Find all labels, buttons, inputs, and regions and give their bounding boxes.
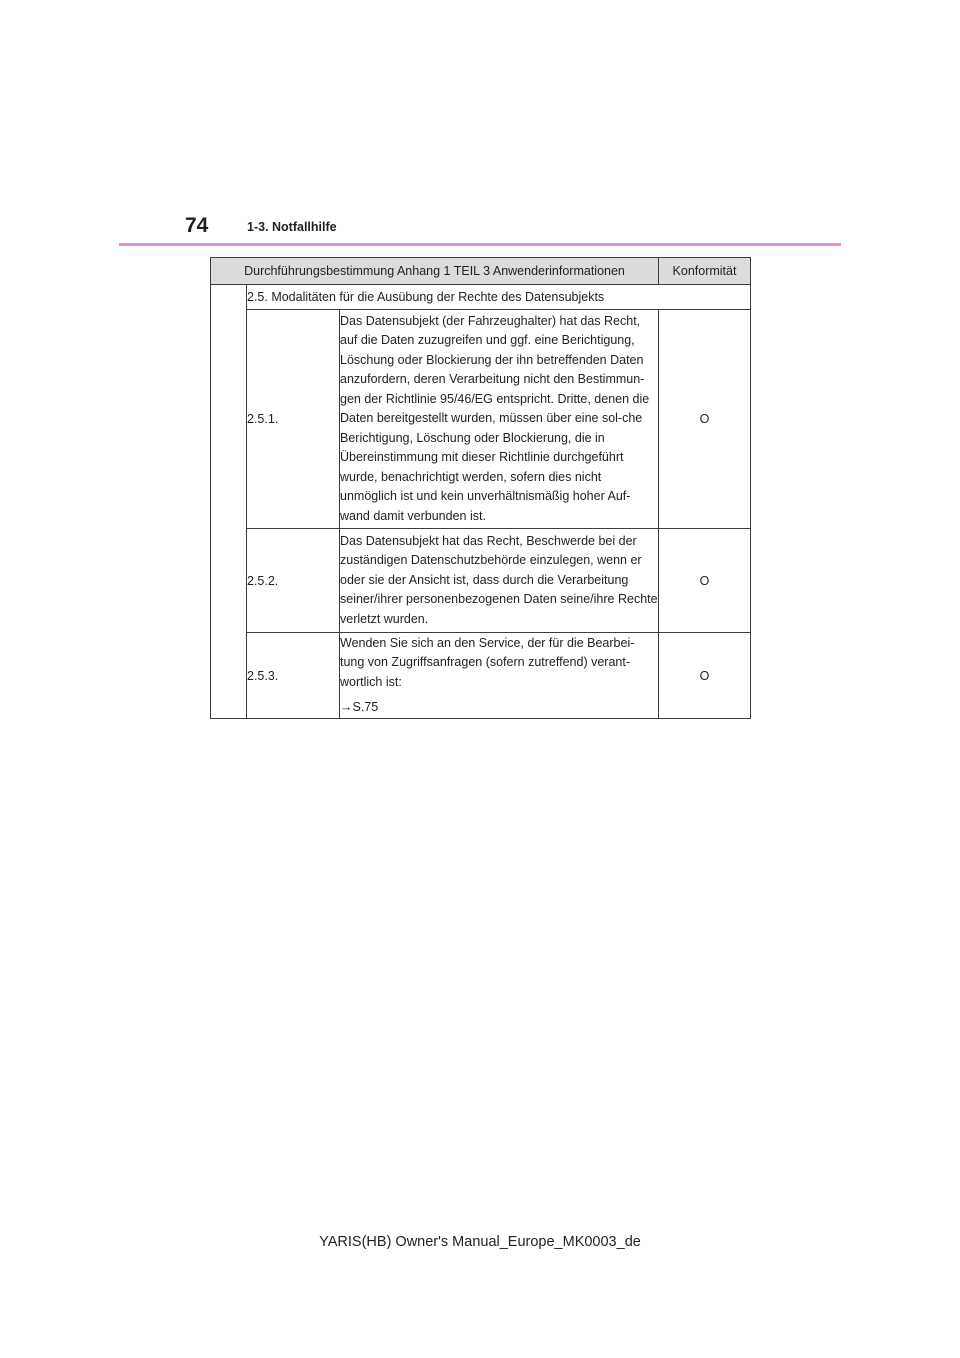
row-description [340, 529, 659, 633]
row-description [340, 633, 659, 719]
section-title: 1-3. Notfallhilfe [247, 220, 337, 234]
footer-manual-id: YARIS(HB) Owner's Manual_Europe_MK0003_de [319, 1234, 641, 1250]
row-number: 2.5.1. [247, 310, 340, 529]
column-header-requirement: Durchführungsbestimmung Anhang 1 TEIL 3 Anwenderinformationen [211, 258, 659, 285]
row-text: Das Datensubjekt (der Fahrzeughalter) hat das Recht, auf die Daten zuzugreifen und ggf. eine Berichtigung, Löschung oder Blockierung der ihn betreffenden Daten anzufordern, deren Verarbeitung nicht den Bestimmun-gen der Richtlinie 95/46/EG entspricht. Dritte, denen die Daten bereitgestellt wurden, müssen über eine sol-che Berichtigung, Löschung oder Blockierung, die in Übereinstimmung mit dieser Richtlinie durchgeführt wurde, benachrichtigt werden, sofern dies nicht unmöglich ist und kein unverhältnismäßig hoher Auf-wand damit verbunden ist. [340, 313, 650, 523]
column-header-conformity: Konformität [659, 258, 751, 285]
header-divider [119, 243, 841, 246]
indent-cell [211, 285, 247, 719]
row-text: Das Datensubjekt hat das Recht, Beschwerde bei der zuständigen Datenschutzbehörde einzulegen, wenn er oder sie der Ansicht ist, dass durch die Verarbeitung seiner/ihrer personenbezogenen Daten seine/ihre Rechte verletzt wurden. [340, 533, 658, 626]
row-conformity: O [659, 310, 751, 529]
row-conformity: O [659, 529, 751, 633]
table-row [211, 633, 751, 719]
section-heading: 2.5. Modalitäten für die Ausübung der Rechte des Datensubjekts [247, 285, 751, 310]
table-row [211, 310, 751, 529]
table-row [211, 529, 751, 633]
row-text: Wenden Sie sich an den Service, der für die Bearbei-tung von Zugriffsanfragen (sofern zutreffend) verant-wortlich ist: [340, 635, 635, 689]
table-header-row [211, 258, 751, 285]
page-number: 74 [185, 214, 209, 237]
row-description [340, 310, 659, 529]
page-reference-link[interactable]: →S.75 [340, 700, 379, 714]
conformity-table [210, 257, 751, 719]
section-row [211, 285, 751, 310]
row-number: 2.5.3. [247, 633, 340, 719]
row-conformity: O [659, 633, 751, 719]
row-number: 2.5.2. [247, 529, 340, 633]
